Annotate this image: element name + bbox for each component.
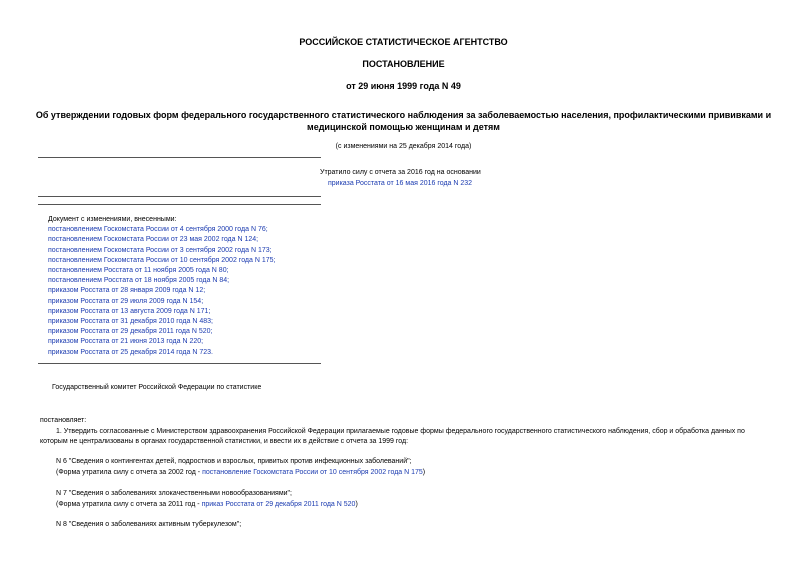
amendment-link[interactable]: приказом Росстата от 31 декабря 2010 года N 483; xyxy=(48,318,213,326)
amendment-link[interactable]: постановлением Госкомстата России от 10 сентября 2002 года N 175; xyxy=(48,256,276,264)
paragraph-1-line2: которым не централизованы в органах государственной статистики, и ввести их в действие с отчета за 1999 год: xyxy=(40,438,409,445)
form-8-title: N 8 "Сведения о заболеваниях активным туберкулезом"; xyxy=(56,521,242,528)
amendment-link[interactable]: приказом Росстата от 21 июня 2013 года N 220; xyxy=(48,338,204,346)
document-date-number: от 29 июня 1999 года N 49 xyxy=(346,81,461,91)
form-6-note-prefix: (Форма утратила силу с отчета за 2002 год - xyxy=(56,469,203,476)
form-7-note-link[interactable]: приказ Росстата от 29 декабря 2011 года N 520 xyxy=(201,501,356,508)
amendment-link[interactable]: приказом Росстата от 29 июля 2009 года N 154; xyxy=(48,297,204,305)
amendments-list xyxy=(48,215,275,358)
form-6-note xyxy=(56,469,425,476)
divider-rule xyxy=(38,157,321,158)
changes-note: (с изменениями на 25 декабря 2014 года) xyxy=(335,143,472,150)
divider-rule xyxy=(38,363,321,364)
form-7-note xyxy=(56,501,358,508)
amendment-link[interactable]: постановлением Госкомстата России от 23 мая 2002 года N 124; xyxy=(48,236,259,244)
document-title-line1: Об утверждении годовых форм федерального государственного статистического наблюдения за заболеваемостью населения, профилактическими прививками и xyxy=(35,110,772,120)
agency-name: РОССИЙСКОЕ СТАТИСТИЧЕСКОЕ АГЕНТСТВО xyxy=(299,37,508,47)
lost-force-text: Утратило силу с отчета за 2016 год на основании xyxy=(320,169,481,176)
paragraph-1-line1: 1. Утвердить согласованные с Министерством здравоохранения Российской Федерации прилагаемые годовые формы федерального государственного статистического наблюдения, сбор и обработка данных по xyxy=(56,428,745,435)
document-title-line2: медицинской помощью женщинам и детям xyxy=(307,122,500,132)
form-6-note-suffix: ) xyxy=(422,469,426,476)
amendment-link[interactable]: постановлением Госкомстата России от 3 сентября 2002 года N 173; xyxy=(48,246,272,254)
lost-force-link[interactable]: приказа Росстата от 16 мая 2016 года N 232 xyxy=(328,180,473,187)
amendment-link[interactable]: приказом Росстата от 29 декабря 2011 года N 520; xyxy=(48,328,213,336)
form-7-note-suffix: ) xyxy=(355,501,358,508)
resolves-text: постановляет: xyxy=(40,417,87,424)
amendment-link[interactable]: постановлением Росстата от 11 ноября 2005 года N 80; xyxy=(48,267,229,275)
form-7-title: N 7 "Сведения о заболеваниях злокачественными новообразованиями"; xyxy=(56,490,292,497)
divider-rule xyxy=(38,204,321,205)
form-6-note-link[interactable]: постановление Госкомстата России от 10 сентября 2002 года N 175 xyxy=(202,469,423,476)
amendments-heading: Документ с изменениями, внесенными: xyxy=(48,216,177,223)
amendment-link[interactable]: постановлением Росстата от 18 ноября 2005 года N 84; xyxy=(48,277,230,285)
committee-name: Государственный комитет Российской Федерации по статистике xyxy=(52,384,262,391)
amendment-link[interactable]: приказом Росстата от 13 августа 2009 года N 171; xyxy=(48,307,211,315)
amendment-link[interactable]: приказом Росстата от 28 января 2009 года N 12; xyxy=(48,287,206,295)
amendment-link[interactable]: приказом Росстата от 25 декабря 2014 года N 723. xyxy=(48,348,213,356)
form-7-note-prefix: (Форма утратила силу с отчета за 2011 год - xyxy=(56,501,202,508)
amendment-link[interactable]: постановлением Госкомстата России от 4 сентября 2000 года N 76; xyxy=(48,226,268,234)
form-6-title: N 6 "Сведения о контингентах детей, подростков и взрослых, привитых против инфекционных заболеваний"; xyxy=(56,458,412,465)
divider-rule xyxy=(38,196,321,197)
document-type: ПОСТАНОВЛЕНИЕ xyxy=(362,59,445,69)
